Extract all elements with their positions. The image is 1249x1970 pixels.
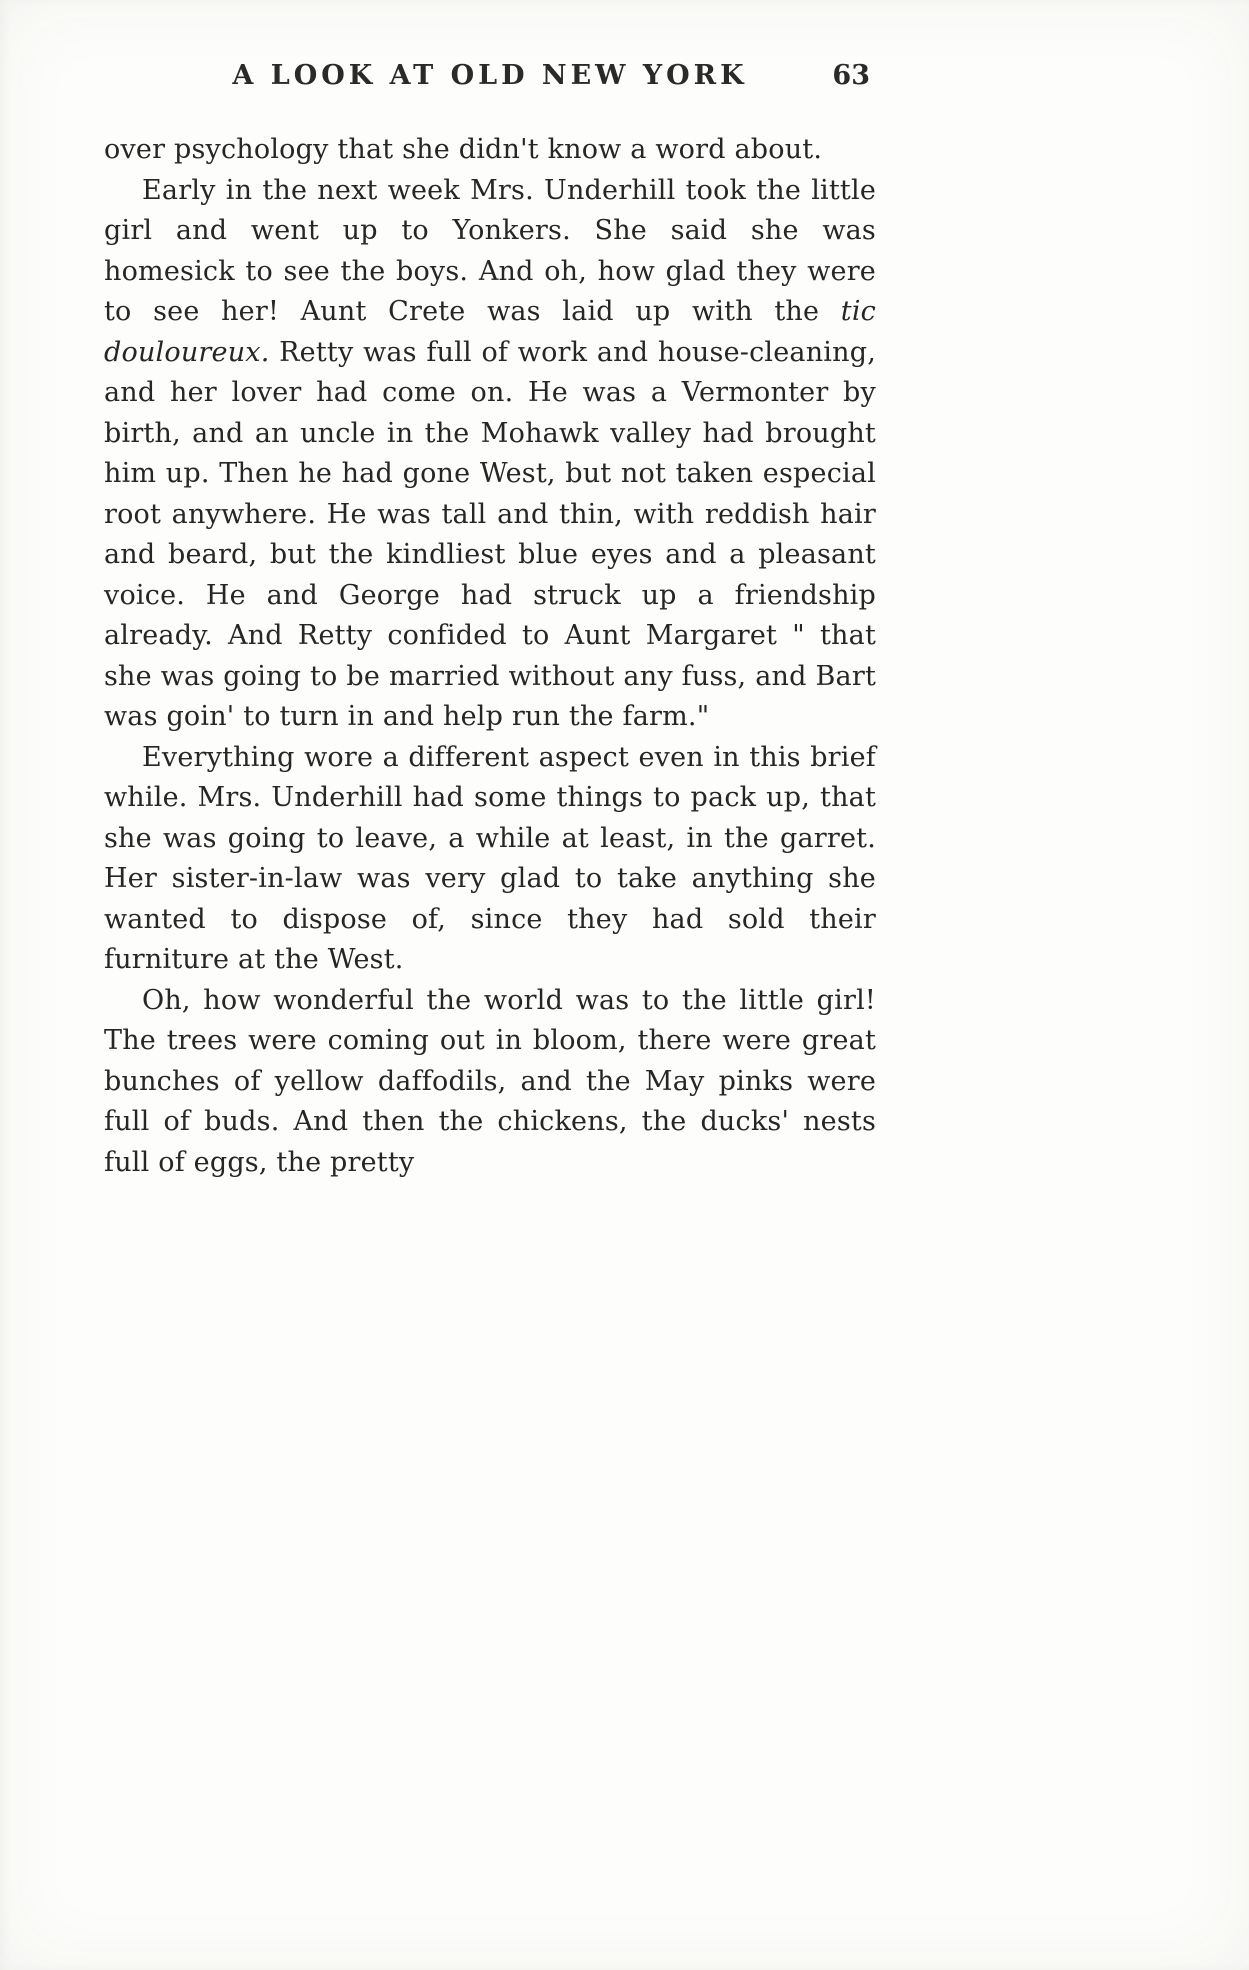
paragraph-text: over psychology that she didn't know a word about. xyxy=(104,134,823,165)
paragraph xyxy=(104,130,876,171)
paragraph xyxy=(104,981,876,1184)
page-header xyxy=(104,58,876,94)
paragraph xyxy=(104,738,876,981)
paragraph-text: Early in the next week Mrs. Underhill took the little girl and went up to Yonkers. She said she was homesick to see the boys. And oh, how glad they were to see her! Aunt Crete was laid up with the xyxy=(104,174,876,327)
page-content xyxy=(104,58,876,1183)
italic-phrase: tic douloureux. xyxy=(104,296,876,368)
paragraph-text: Retty was full of work and house-cleaning, and her lover had come on. He was a Vermonter by birth, and an uncle in the Mohawk valley had brought him up. Then he had gone West, but not taken especial root anywhere. He was tall and thin, with reddish hair and beard, but the kindliest blue eyes and a pleasant voice. He and George had struck up a friendship already. And Retty confided to Aunt Margaret " that she was going to be married without any fuss, and Bart was goin' to turn in and help run the farm." xyxy=(104,336,876,732)
page-number: 63 xyxy=(832,60,870,91)
running-title: A LOOK AT OLD NEW YORK xyxy=(232,60,748,91)
body-text xyxy=(104,130,876,1183)
paragraph-text: Oh, how wonderful the world was to the little girl! The trees were coming out in bloom, there were great bunches of yellow daffodils, and the May pinks were full of buds. And then the chickens, the ducks' nests full of eggs, the pretty xyxy=(104,984,876,1178)
paragraph xyxy=(104,171,876,738)
paragraph-text: Everything wore a different aspect even in this brief while. Mrs. Underhill had some things to pack up, that she was going to leave, a while at least, in the garret. Her sister-in-law was very glad to take anything she wanted to dispose of, since they had sold their furniture at the West. xyxy=(104,741,876,975)
